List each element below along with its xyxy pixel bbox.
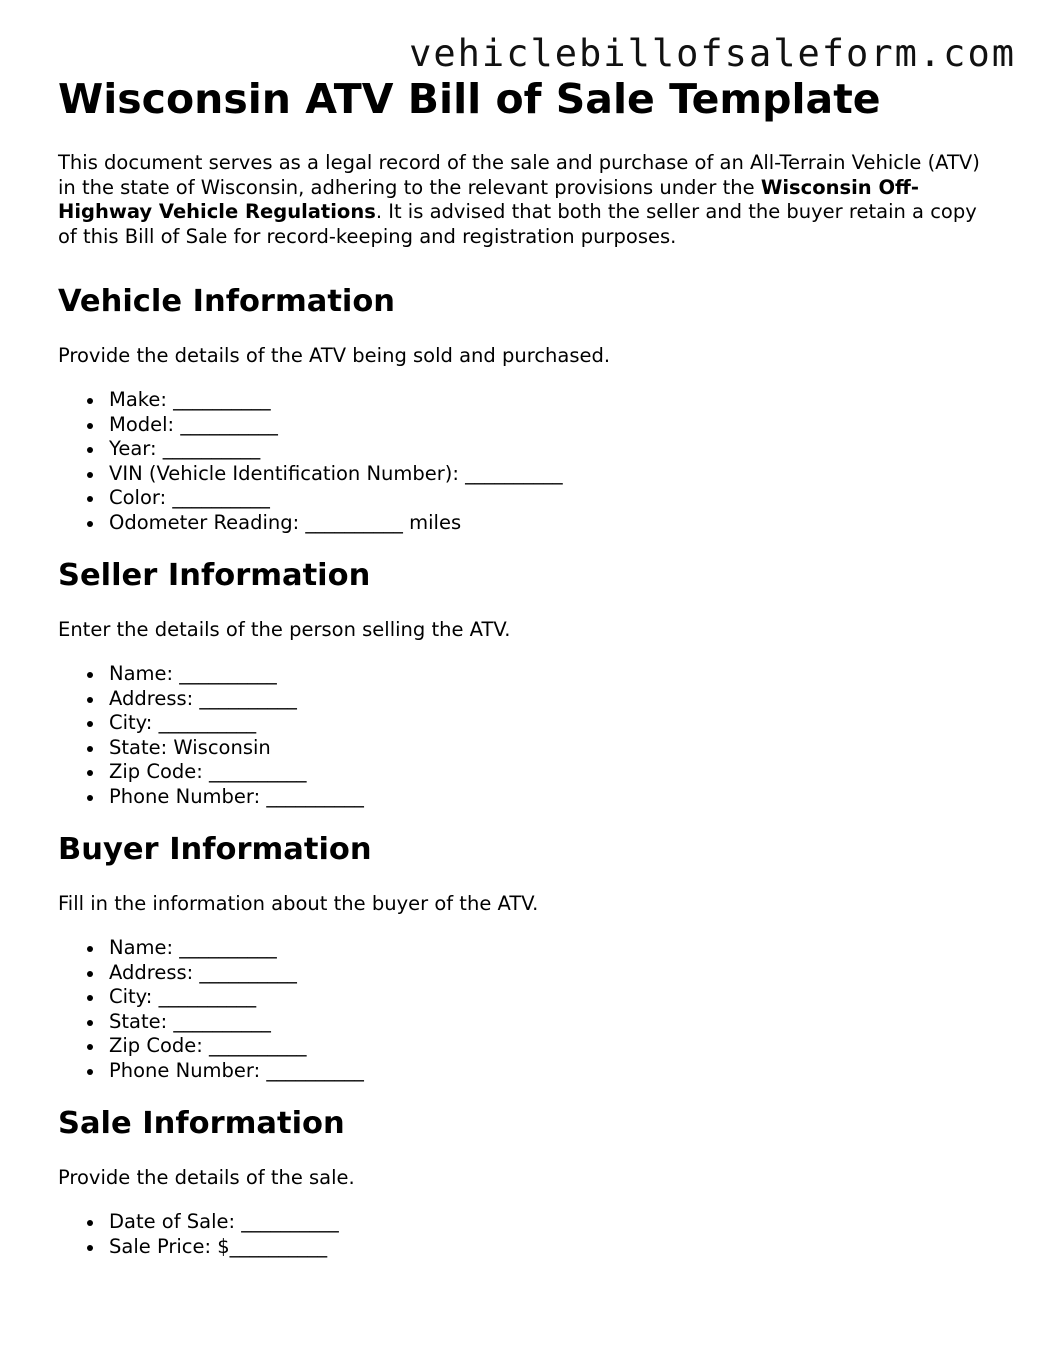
document-body	[58, 74, 988, 1259]
section-description: Provide the details of the sale.	[58, 1166, 355, 1189]
section-description: Provide the details of the ATV being sold and purchased.	[58, 344, 611, 367]
field-seller-city: City: __________	[109, 711, 988, 736]
section-vehicle-information	[58, 283, 988, 535]
intro-text-after: . It is advised that both the seller and the buyer retain a copy of this Bill of Sale for record-keeping and registration purposes.	[58, 200, 977, 248]
field-seller-address: Address: __________	[109, 687, 988, 712]
section-seller-information	[58, 557, 988, 809]
section-heading: Sale Information	[58, 1106, 345, 1141]
field-list	[58, 1210, 988, 1259]
field-buyer-phone: Phone Number: __________	[109, 1059, 988, 1084]
section-sale-information	[58, 1105, 988, 1259]
intro-text-before: This document serves as a legal record of the sale and purchase of an All-Terrain Vehicle (ATV) in the state of Wisconsin, adhering to the relevant provisions under the	[58, 151, 980, 199]
field-model: Model: __________	[109, 413, 988, 438]
section-description: Fill in the information about the buyer of the ATV.	[58, 892, 539, 915]
site-watermark: vehiclebillofsaleform.com	[409, 32, 1016, 75]
field-seller-zip: Zip Code: __________	[109, 760, 988, 785]
field-list	[58, 388, 988, 535]
section-buyer-information	[58, 831, 988, 1083]
field-buyer-city: City: __________	[109, 985, 988, 1010]
field-odometer: Odometer Reading: __________ miles	[109, 511, 988, 536]
page-title: Wisconsin ATV Bill of Sale Template	[58, 75, 881, 123]
field-year: Year: __________	[109, 437, 988, 462]
field-list	[58, 936, 988, 1083]
field-buyer-name: Name: __________	[109, 936, 988, 961]
field-buyer-zip: Zip Code: __________	[109, 1034, 988, 1059]
field-seller-state: State: Wisconsin	[109, 736, 988, 761]
field-seller-name: Name: __________	[109, 662, 988, 687]
field-vin: VIN (Vehicle Identification Number): __________	[109, 462, 988, 487]
field-color: Color: __________	[109, 486, 988, 511]
field-make: Make: __________	[109, 388, 988, 413]
intro-paragraph	[58, 151, 988, 249]
intro-regulation-name: Wisconsin Off-Highway Vehicle Regulations	[58, 175, 919, 223]
section-heading: Vehicle Information	[58, 284, 396, 319]
field-buyer-address: Address: __________	[109, 961, 988, 986]
section-heading: Seller Information	[58, 558, 371, 593]
field-sale-price: Sale Price: $__________	[109, 1235, 988, 1260]
field-buyer-state: State: __________	[109, 1010, 988, 1035]
section-description: Enter the details of the person selling the ATV.	[58, 618, 511, 641]
field-list	[58, 662, 988, 809]
field-seller-phone: Phone Number: __________	[109, 785, 988, 810]
field-date-of-sale: Date of Sale: __________	[109, 1210, 988, 1235]
section-heading: Buyer Information	[58, 832, 372, 867]
